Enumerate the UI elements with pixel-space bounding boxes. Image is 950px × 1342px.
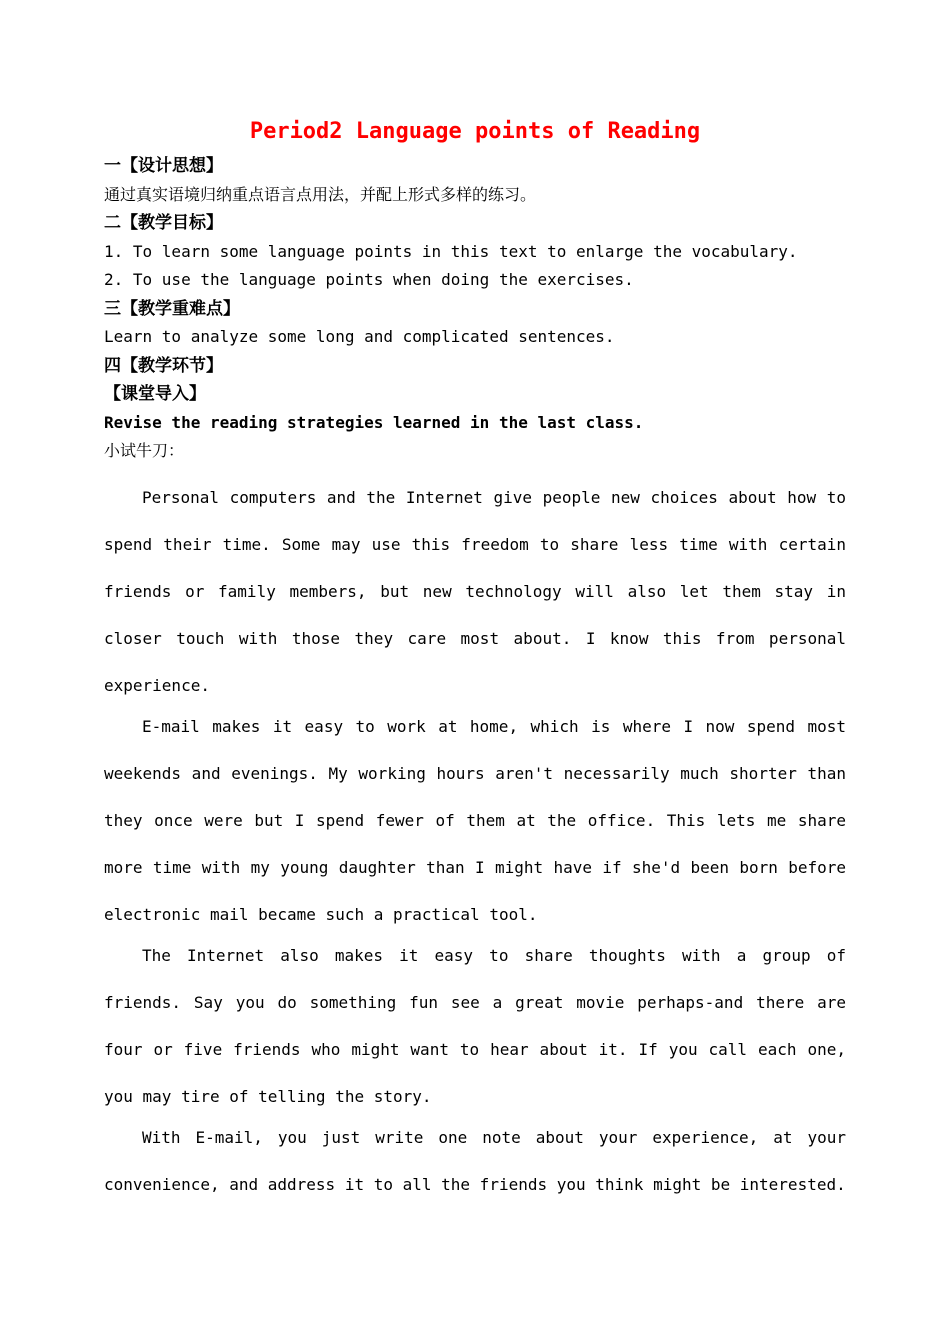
goal-item-1: 1. To learn some language points in this text to enlarge the vocabulary. [104,241,798,261]
page-title: Period2 Language points of Reading [249,119,701,144]
passage-paragraph-1: Personal computers and the Internet give people new choices about how to spend their time. Some may use this freedom to share less time with certain friends or family members, but new technology will also let them stay in closer touch with those they care most about. I know this from personal experience. [104,487,846,695]
steps-heading: 四【教学环节】 [104,355,223,376]
intro-heading: 【课堂导入】 [104,384,206,404]
intro-text: Revise the reading strategies learned in the last class. [104,412,644,432]
practice-label: 小试牛刀： [104,441,185,460]
difficulty-text: Learn to analyze some long and complicated sentences. [104,327,615,346]
passage-paragraph-3: The Internet also makes it easy to share thoughts with a group of friends. Say you do something fun see a great movie perhaps-and there are four or five friends who might want to hear about it. If you call each one, you may tire of telling the story. [104,945,846,1106]
difficulty-heading: 三【教学重难点】 [104,298,240,319]
goal-item-2: 2. To use the language points when doing the exercises. [104,270,634,289]
passage-paragraph-2: E-mail makes it easy to work at home, which is where I now spend most weekends and evenings. My working hours aren't necessarily much shorter than they once were but I spend fewer of them at the office. This lets me share more time with my young daughter than I might have if she'd been born before electronic mail became such a practical tool. [104,716,846,924]
reading-passage [104,474,846,1208]
goals-heading: 二【教学目标】 [104,213,223,233]
document-page [104,112,846,1202]
design-text: 通过真实语境归纳重点语言点用法，并配上形式多样的练习。 [104,184,537,204]
passage-paragraph-4: With E-mail, you just write one note about your experience, at your convenience, and address it to all the friends you think might be interested. [104,1127,846,1194]
design-heading: 一【设计思想】 [104,156,223,176]
